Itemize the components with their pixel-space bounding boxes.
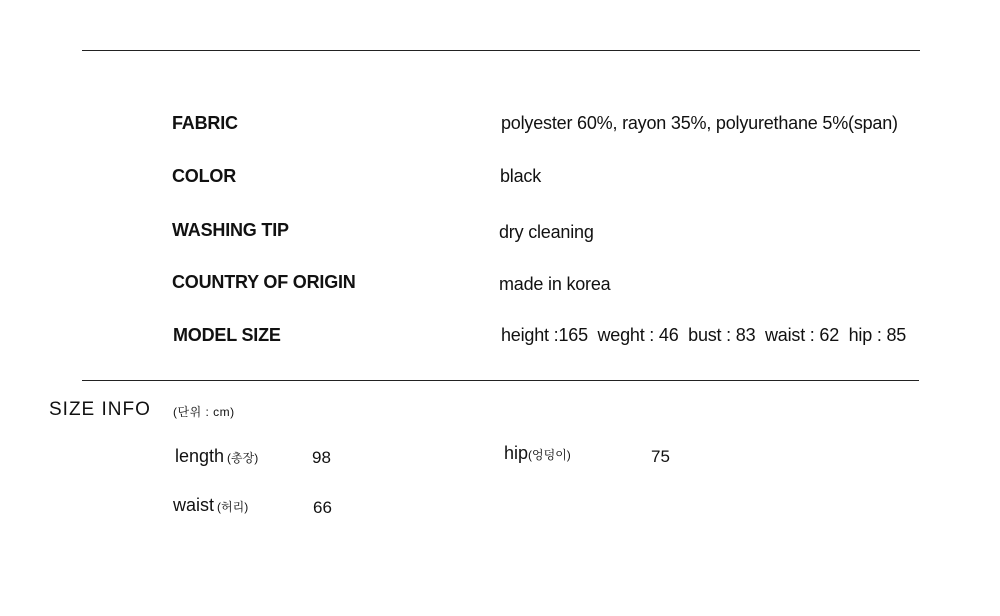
size-value-hip: 75	[651, 447, 670, 466]
size-label-hip-en: hip	[504, 443, 529, 463]
spec-value-color: black	[500, 166, 542, 186]
size-label-length-ko: (총장)	[227, 451, 259, 465]
size-info-title: SIZE INFO	[49, 399, 151, 420]
spec-value-fabric: polyester 60%, rayon 35%, polyurethane 5%(span)	[501, 113, 898, 133]
spec-label-fabric: FABRIC	[172, 113, 238, 133]
size-label-length	[175, 446, 258, 467]
spec-value-country-of-origin: made in korea	[499, 274, 611, 294]
top-divider	[82, 50, 920, 51]
size-value-waist: 66	[313, 498, 332, 517]
size-value-length: 98	[312, 448, 331, 467]
size-label-waist-ko: (허리)	[217, 500, 249, 514]
size-label-waist-en: waist	[173, 495, 215, 515]
spec-label-country-of-origin: COUNTRY OF ORIGIN	[172, 272, 356, 292]
size-label-hip-ko: (엉덩이)	[528, 448, 571, 462]
spec-label-color: COLOR	[172, 166, 236, 186]
spec-label-washing-tip: WASHING TIP	[172, 220, 289, 240]
size-label-waist	[173, 495, 248, 516]
size-info-unit: (단위 : cm)	[173, 405, 235, 419]
size-label-length-en: length	[175, 446, 225, 466]
spec-label-model-size: MODEL SIZE	[173, 325, 281, 345]
spec-value-washing-tip: dry cleaning	[499, 222, 594, 242]
spec-value-model-size: height :165 weght : 46 bust : 83 waist : 62 hip : 85	[501, 325, 907, 345]
middle-divider	[82, 380, 919, 381]
size-label-hip	[504, 443, 571, 464]
